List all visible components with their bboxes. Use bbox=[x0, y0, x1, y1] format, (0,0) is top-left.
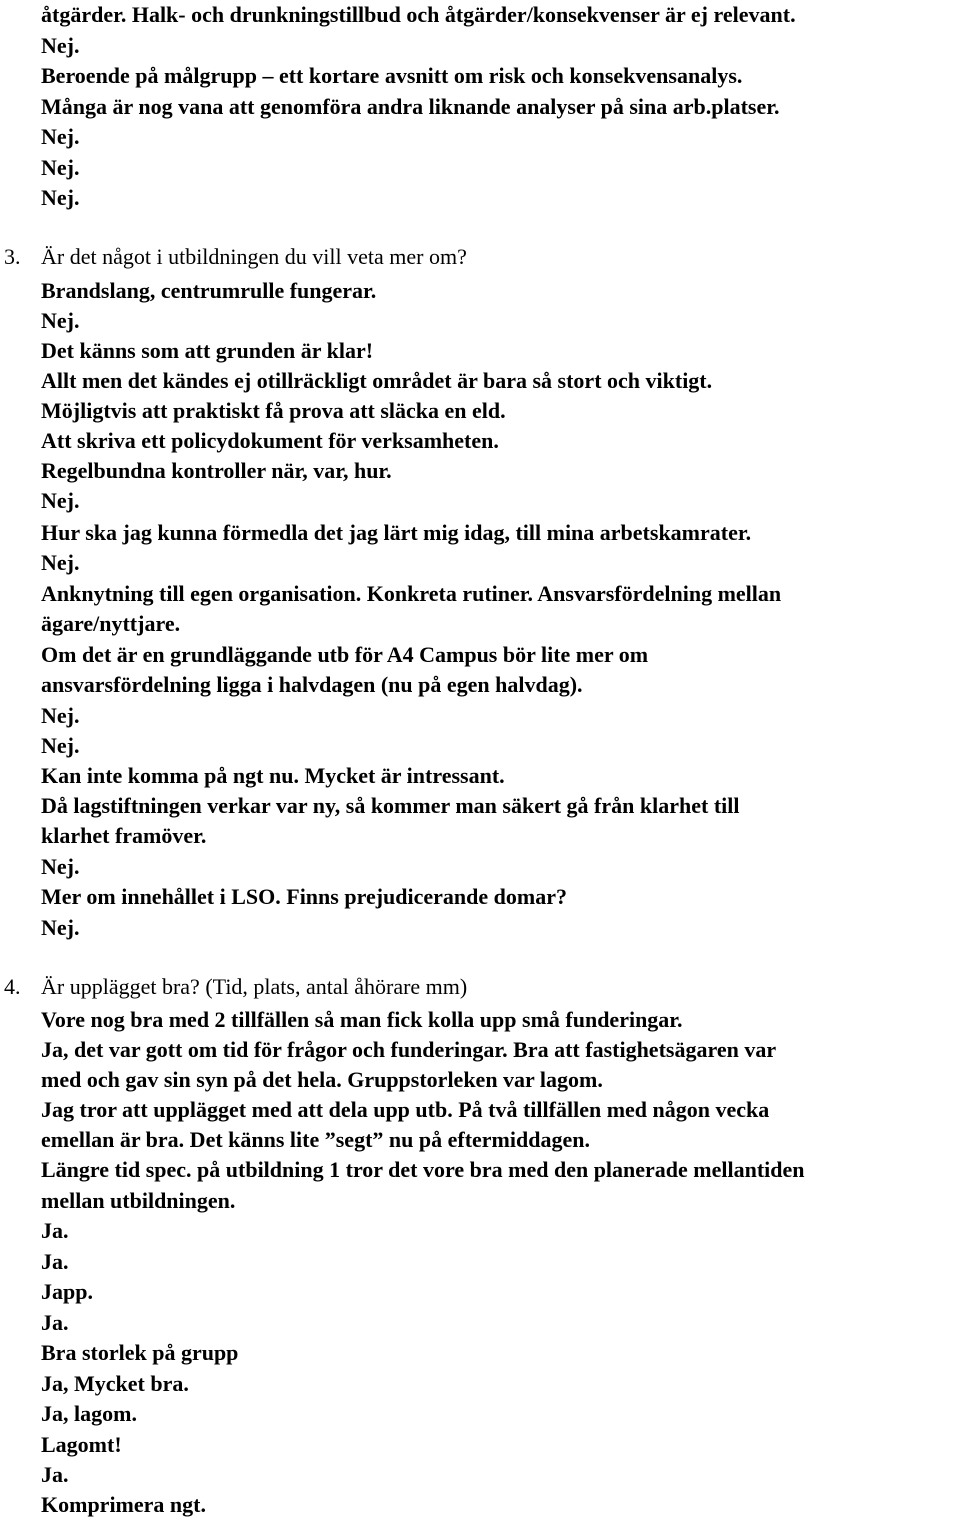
question-number: 4. bbox=[4, 974, 21, 999]
intro-line: Beroende på målgrupp – ett kortare avsnitt om risk och konsekvensanalys. bbox=[41, 63, 743, 88]
answer-line: klarhet framöver. bbox=[41, 823, 207, 848]
answer-line: Brandslang, centrumrulle fungerar. bbox=[41, 278, 377, 303]
answer-line: Ja, det var gott om tid för frågor och funderingar. Bra att fastighetsägaren var bbox=[41, 1037, 777, 1062]
answer-line: Nej. bbox=[41, 854, 80, 879]
answer-line: Hur ska jag kunna förmedla det jag lärt mig idag, till mina arbetskamrater. bbox=[41, 520, 752, 545]
answer-line: Kan inte komma på ngt nu. Mycket är intressant. bbox=[41, 763, 505, 788]
answer-line: Lagomt! bbox=[41, 1432, 122, 1457]
answer-line: Ja. bbox=[41, 1310, 69, 1335]
answer-line: Då lagstiftningen verkar var ny, så kommer man säkert gå från klarhet till bbox=[41, 793, 740, 818]
question-main: Är upplägget bra? bbox=[41, 974, 200, 999]
question-parenthetical: (Tid, plats, antal åhörare mm) bbox=[205, 974, 468, 999]
question-text bbox=[41, 972, 467, 1002]
intro-line: åtgärder. Halk- och drunkningstillbud och åtgärder/konsekvenser är ej relevant. bbox=[41, 2, 796, 27]
question-number: 3. bbox=[4, 244, 21, 269]
intro-line: Nej. bbox=[41, 124, 80, 149]
answer-line: Ja. bbox=[41, 1462, 69, 1487]
answer-line: emellan är bra. Det känns lite ”segt” nu på eftermiddagen. bbox=[41, 1127, 590, 1152]
answer-line: Japp. bbox=[41, 1279, 93, 1304]
intro-line: Nej. bbox=[41, 185, 80, 210]
answer-line: Allt men det kändes ej otillräckligt området är bara så stort och viktigt. bbox=[41, 368, 713, 393]
answer-line: Ja. bbox=[41, 1249, 69, 1274]
answer-line: Regelbundna kontroller när, var, hur. bbox=[41, 458, 392, 483]
intro-line: Nej. bbox=[41, 155, 80, 180]
answer-line: ägare/nyttjare. bbox=[41, 611, 181, 636]
answer-line: Att skriva ett policydokument för verksamheten. bbox=[41, 428, 499, 453]
answer-line: Möjligtvis att praktiskt få prova att släcka en eld. bbox=[41, 398, 506, 423]
answer-line: Vore nog bra med 2 tillfällen så man fick kolla upp små funderingar. bbox=[41, 1007, 683, 1032]
answer-line: Nej. bbox=[41, 915, 80, 940]
answer-line: Mer om innehållet i LSO. Finns prejudicerande domar? bbox=[41, 884, 567, 909]
answer-line: Nej. bbox=[41, 308, 80, 333]
answer-line: Ja, Mycket bra. bbox=[41, 1371, 189, 1396]
answer-line: Nej. bbox=[41, 733, 80, 758]
intro-line: Många är nog vana att genomföra andra liknande analyser på sina arb.platser. bbox=[41, 94, 780, 119]
answer-line: Komprimera ngt. bbox=[41, 1492, 206, 1517]
answer-line: med och gav sin syn på det hela. Gruppstorleken var lagom. bbox=[41, 1067, 603, 1092]
answer-line: Ja, lagom. bbox=[41, 1401, 137, 1426]
answer-line: Det känns som att grunden är klar! bbox=[41, 338, 374, 363]
answer-line: ansvarsfördelning ligga i halvdagen (nu på egen halvdag). bbox=[41, 672, 583, 697]
answer-line: Nej. bbox=[41, 550, 80, 575]
answer-line: Bra storlek på grupp bbox=[41, 1340, 239, 1365]
answer-line: mellan utbildningen. bbox=[41, 1188, 236, 1213]
answer-line: Nej. bbox=[41, 488, 80, 513]
answer-line: Jag tror att upplägget med att dela upp utb. På två tillfällen med någon vecka bbox=[41, 1097, 770, 1122]
answer-line: Om det är en grundläggande utb för A4 Campus bör lite mer om bbox=[41, 642, 649, 667]
answer-line: Anknytning till egen organisation. Konkreta rutiner. Ansvarsfördelning mellan bbox=[41, 581, 782, 606]
answer-line: Längre tid spec. på utbildning 1 tror det vore bra med den planerade mellantiden bbox=[41, 1157, 805, 1182]
answer-line: Ja. bbox=[41, 1218, 69, 1243]
answer-line: Nej. bbox=[41, 703, 80, 728]
intro-line: Nej. bbox=[41, 33, 80, 58]
question-text: Är det något i utbildningen du vill veta mer om? bbox=[41, 244, 467, 269]
